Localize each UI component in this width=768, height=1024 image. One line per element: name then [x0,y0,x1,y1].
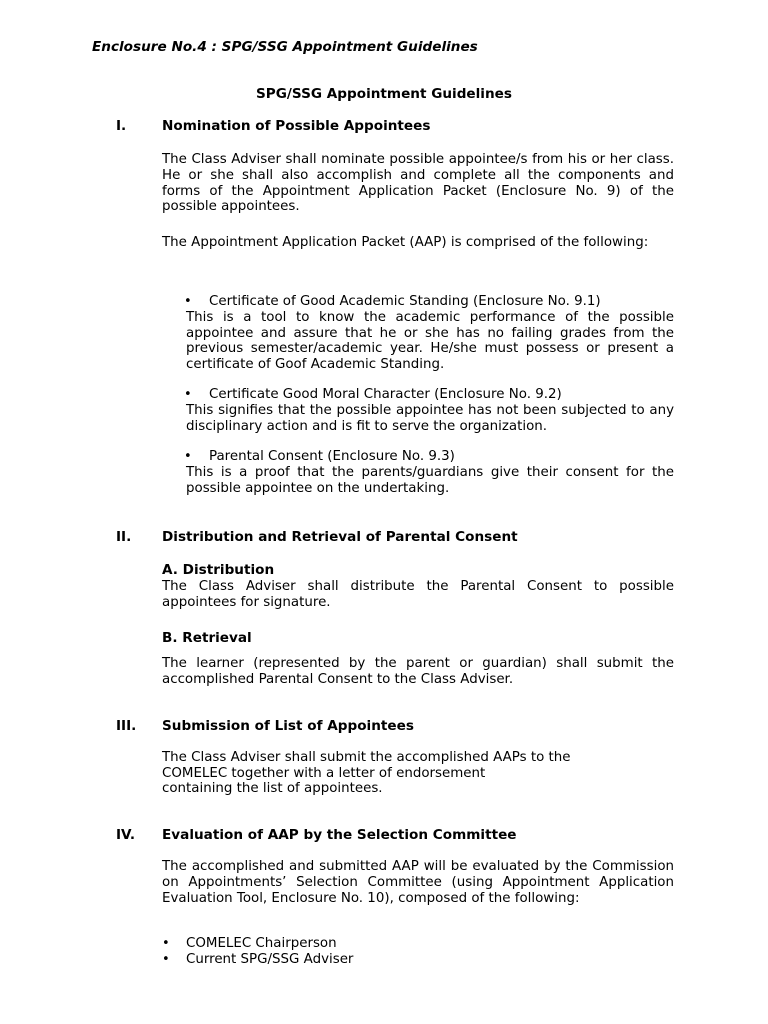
section-title: Evaluation of AAP by the Selection Committee [162,827,517,843]
paragraph: The Class Adviser shall nominate possible appointee/s from his or her class. He or she shall also accomplish and complete all the components and forms of the Appointment Application Packet (Enclosure No. 9) of the possible appointees. [162,152,674,215]
section-number: III. [116,718,137,734]
section-number: I. [116,118,127,134]
bullet-heading: Parental Consent (Enclosure No. 9.3) [209,449,455,464]
paragraph: The learner (represented by the parent or guardian) shall submit the accomplished Parental Consent to the Class Adviser. [162,656,674,687]
section-number: IV. [116,827,135,843]
section-number: II. [116,529,132,545]
section-title: Submission of List of Appointees [162,718,414,734]
bullet-heading: Certificate of Good Academic Standing (Enclosure No. 9.1) [209,294,601,309]
enclosure-header: Enclosure No.4 : SPG/SSG Appointment Guidelines [92,39,478,55]
section-title: Distribution and Retrieval of Parental Consent [162,529,518,545]
section-title: Nomination of Possible Appointees [162,118,431,134]
bullet-icon: • [184,294,192,309]
bullet-description: This is a proof that the parents/guardians give their consent for the possible appointee on the undertaking. [186,465,674,496]
bullet-description: This is a tool to know the academic performance of the possible appointee and assure that he or she has no failing grades from the previous semester/academic year. He/she must possess or present a certificate of Goof Academic Standing. [186,310,674,373]
list-item: Current SPG/SSG Adviser [186,952,354,967]
paragraph: The Class Adviser shall distribute the Parental Consent to possible appointees for signature. [162,579,674,610]
document-title: SPG/SSG Appointment Guidelines [256,86,512,102]
paragraph-line: COMELEC together with a letter of endorsement [162,766,486,781]
list-item: COMELEC Chairperson [186,936,337,951]
bullet-icon: • [162,936,170,951]
paragraph-line: containing the list of appointees. [162,781,383,796]
subsection-title: B. Retrieval [162,630,252,646]
paragraph: The accomplished and submitted AAP will be evaluated by the Commission on Appointments’ Selection Committee (using Appointment Application Evaluation Tool, Enclosure No. 10), composed of the following: [162,859,674,906]
bullet-heading: Certificate Good Moral Character (Enclosure No. 9.2) [209,387,562,402]
bullet-icon: • [184,449,192,464]
bullet-description: This signifies that the possible appointee has not been subjected to any disciplinary action and is fit to serve the organization. [186,403,674,434]
bullet-icon: • [162,952,170,967]
paragraph-line: The Class Adviser shall submit the accomplished AAPs to the [162,750,571,765]
subsection-title: A. Distribution [162,562,275,578]
bullet-icon: • [184,387,192,402]
paragraph: The Appointment Application Packet (AAP) is comprised of the following: [162,235,649,250]
